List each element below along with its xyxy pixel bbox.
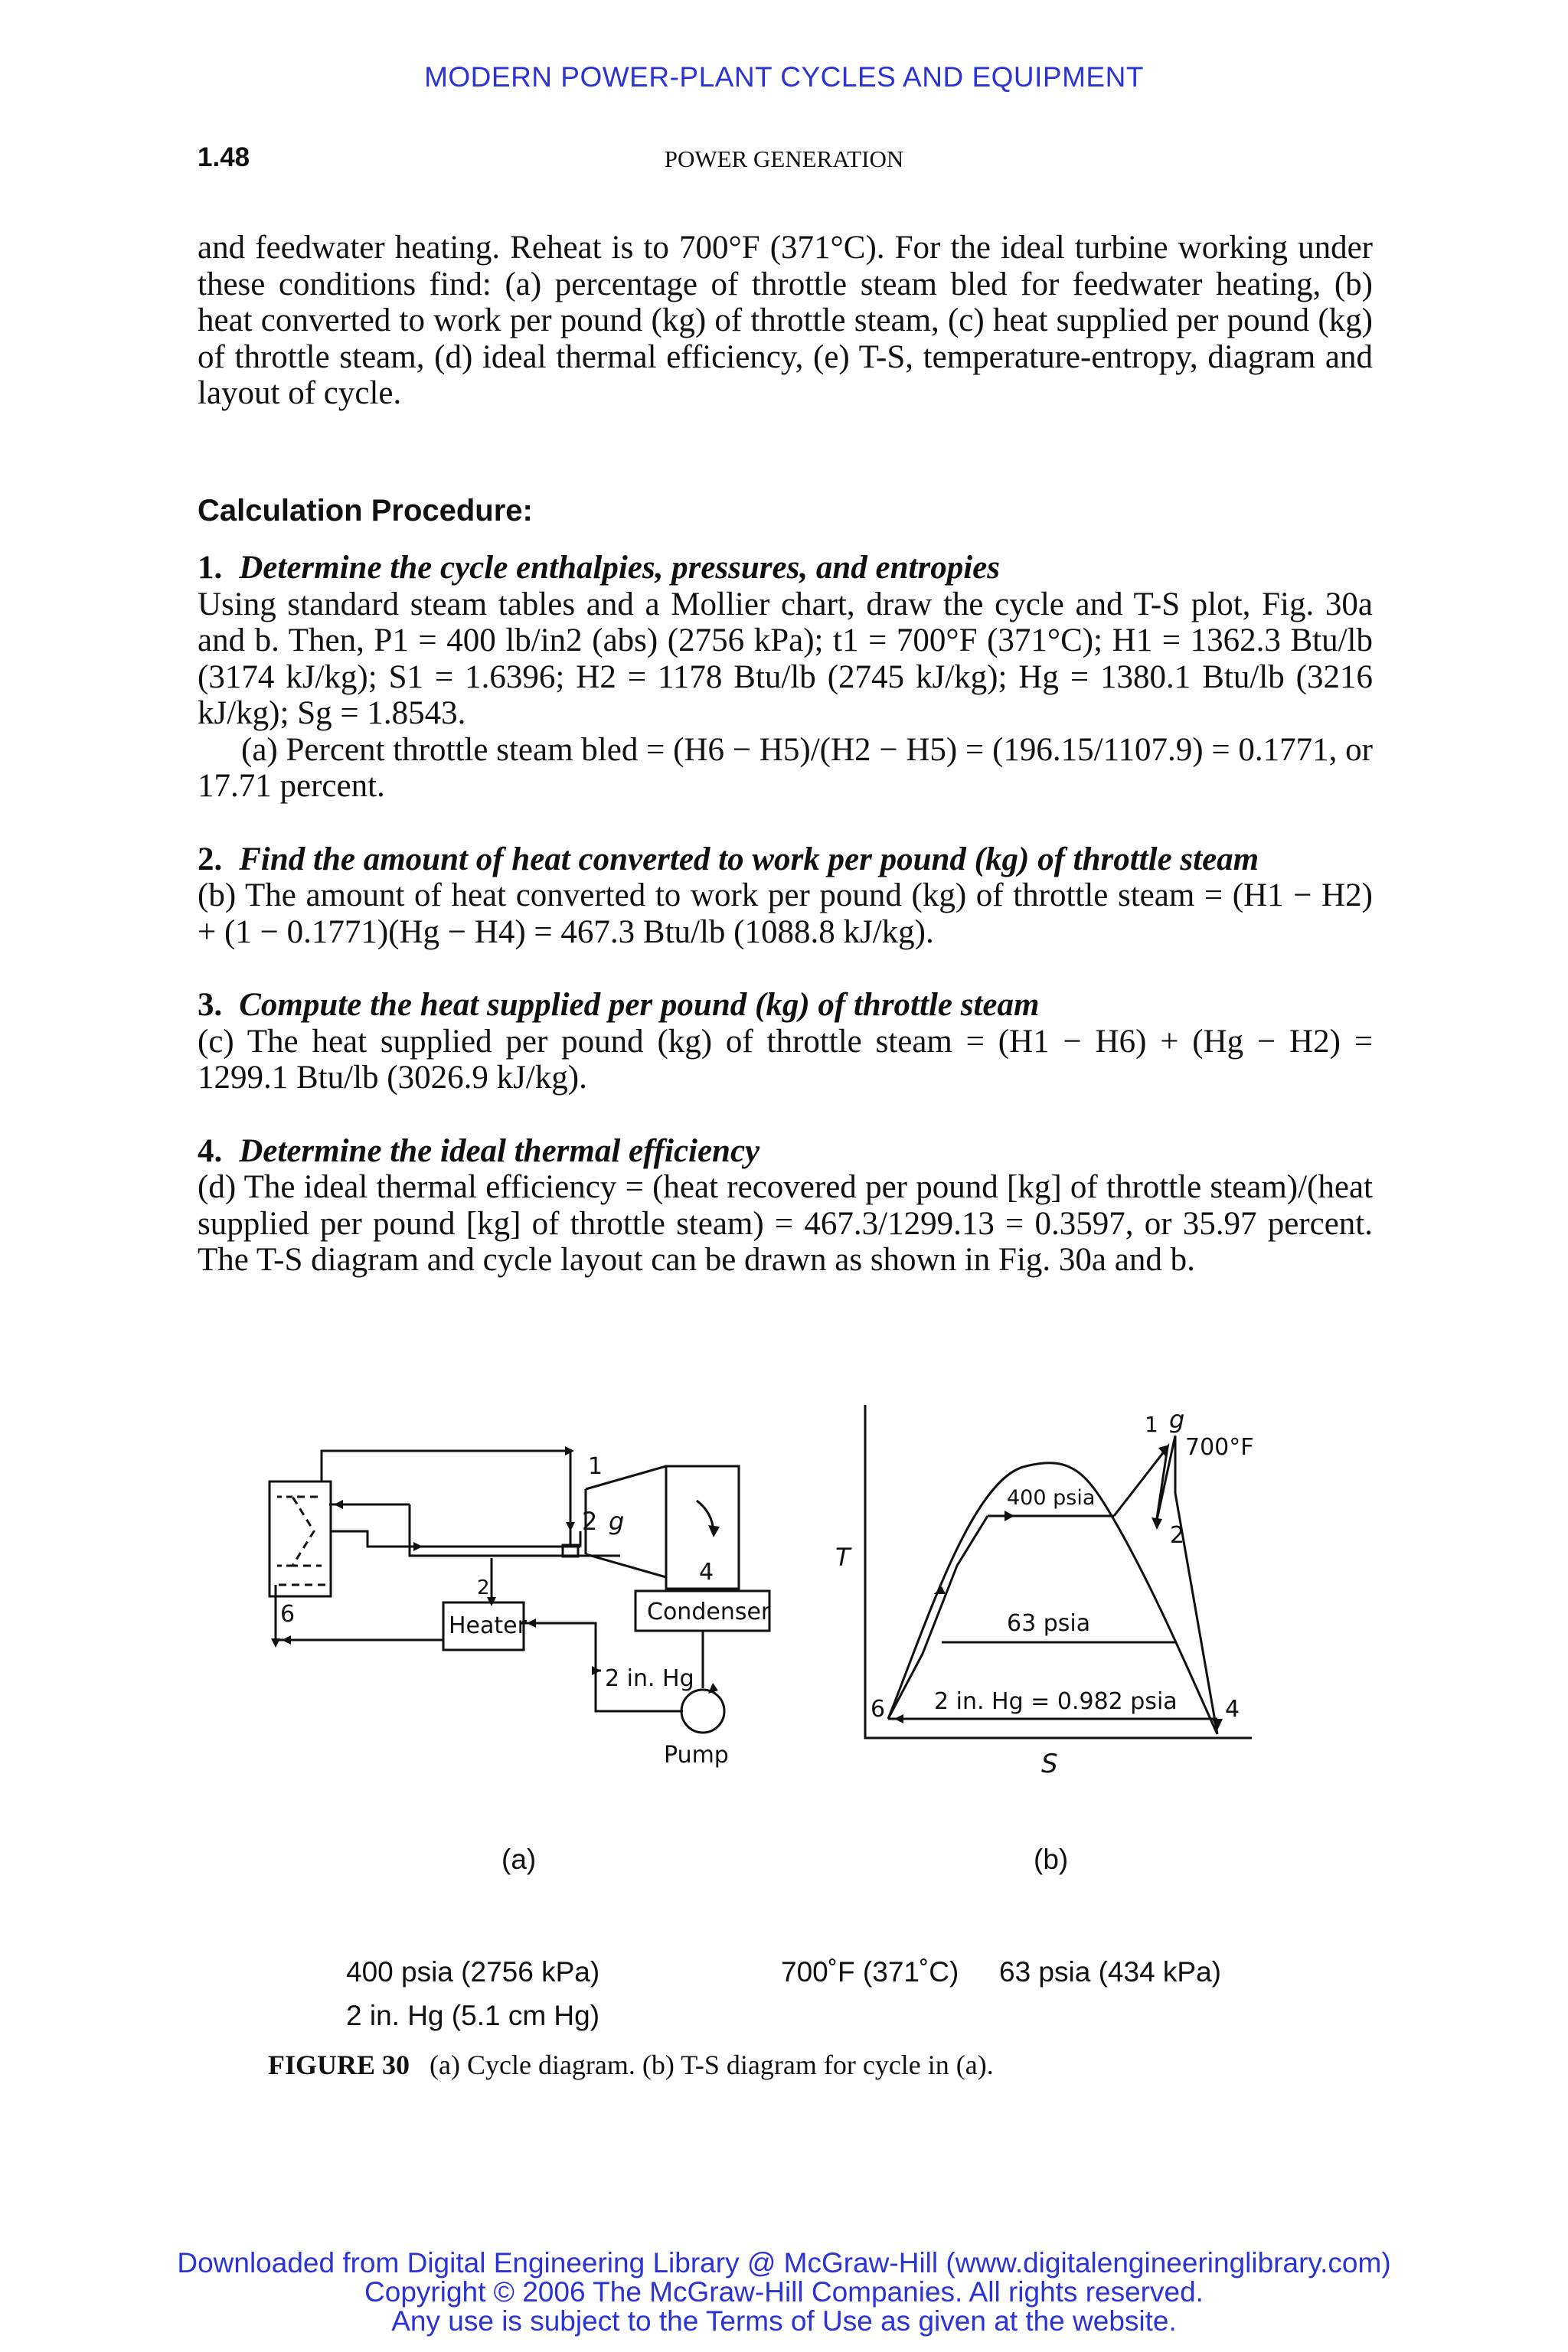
step-3-heading: 3. Compute the heat supplied per pound (kg) of throttle steam	[198, 987, 1040, 1023]
ts-axis-s: S	[1041, 1749, 1058, 1779]
step-2-body: (b) The amount of heat converted to work per pound (kg) of throttle steam = (H1 − H2) + (1 − 0.1771)(Hg − H4) = 467.3 Btu/lb (1088.8 kJ/kg).	[198, 877, 1373, 950]
figure-label-a: (a)	[501, 1844, 537, 1875]
intro-paragraph	[198, 230, 1373, 412]
pump-circle	[681, 1690, 724, 1733]
footer-terms: Any use is subject to the Terms of Use as given at the website.	[391, 2305, 1177, 2337]
ts-point-4: 4	[1225, 1696, 1240, 1723]
step-1-heading: 1. Determine the cycle enthalpies, pressures, and entropies	[198, 550, 1000, 586]
calculation-heading: Calculation Procedure:	[198, 494, 533, 528]
procedure-steps	[198, 550, 1373, 1279]
ts-point-g: g	[1169, 1405, 1185, 1434]
ts-point-1: 1	[1145, 1412, 1158, 1437]
ts-p-low: 2 in. Hg = 0.982 psia	[934, 1688, 1178, 1715]
step-2-heading: 2. Find the amount of heat converted to work per pound (kg) of throttle steam	[198, 841, 1259, 877]
footer-copyright: Copyright © 2006 The McGraw-Hill Companies. All rights reserved.	[364, 2276, 1204, 2308]
ts-p-mid: 63 psia	[1007, 1610, 1091, 1637]
ts-temp-label: 700°F	[1185, 1434, 1254, 1461]
figure-note-2-in-hg: 2 in. Hg (5.1 cm Hg)	[346, 2000, 600, 2031]
figure-note-63-psia: 63 psia (434 kPa)	[999, 1956, 1222, 1988]
caption-label: FIGURE 30	[268, 2050, 410, 2080]
ts-p-high: 400 psia	[1007, 1486, 1096, 1510]
caption-text: (a) Cycle diagram. (b) T-S diagram for cycle in (a).	[430, 2050, 994, 2080]
cycle-diagram	[260, 1424, 796, 1807]
pump-label: Pump	[664, 1742, 729, 1769]
step-4-body: (d) The ideal thermal efficiency = (heat recovered per pound [kg] of throttle steam)/(heat supplied per pound [kg] of throttle steam) = 467.3/1299.13 = 0.3597, or 35.97 percent. The T-S diagram and cycle layout can be drawn as shown in Fig. 30a and b.	[198, 1169, 1373, 1278]
vacuum-label: 2 in. Hg	[605, 1665, 694, 1692]
diagram-a-point-2: 2	[582, 1507, 598, 1536]
page-number: 1.48	[198, 142, 250, 172]
diagram-a-point-2-heater: 2	[477, 1576, 490, 1599]
heater-label: Heater	[449, 1612, 527, 1639]
step-3-body: (c) The heat supplied per pound (kg) of throttle steam = (H1 − H6) + (Hg − H2) = 1299.1 Btu/lb (3026.9 kJ/kg).	[198, 1023, 1373, 1096]
diagram-a-point-1: 1	[588, 1453, 603, 1480]
ts-point-6: 6	[871, 1696, 886, 1723]
intro-text: and feedwater heating. Reheat is to 700°F (371°C). For the ideal turbine working under these conditions find: (a) percentage of throttle steam bled for feedwater heating, (b) heat converted to work per pound (kg) of throttle steam, (c) heat supplied per pound (kg) of throttle steam, (d) ideal thermal efficiency, (e) T-S, temperature-entropy, diagram and layout of cycle.	[198, 230, 1373, 411]
figure-note-400-psia: 400 psia (2756 kPa)	[346, 1956, 600, 1988]
figure-label-b: (b)	[1034, 1844, 1069, 1875]
boiler-box	[270, 1481, 331, 1596]
step-4-heading: 4. Determine the ideal thermal efficiency	[198, 1132, 760, 1169]
diagram-a-point-4: 4	[699, 1559, 714, 1586]
main-steam-line	[322, 1451, 570, 1535]
ts-axis-t: T	[835, 1543, 851, 1572]
step-1-body: Using standard steam tables and a Mollier chart, draw the cycle and T-S plot, Fig. 30a and b. Then, P1 = 400 lb/in2 (abs) (2756 kPa); t1 = 700°F (371°C); H1 = 1362.3 Btu/lb (3174 kJ/kg); S1 = 1.6396; H2 = 1178 Btu/lb (2745 kJ/kg); Hg = 1380.1 Btu/lb (3216 kJ/kg); Sg = 1.8543.	[198, 586, 1373, 731]
condenser-label: Condenser	[647, 1599, 771, 1625]
ts-diagram	[835, 1393, 1309, 1792]
diagram-a-point-g: g	[609, 1507, 625, 1536]
ts-point-2: 2	[1170, 1522, 1185, 1549]
figure-caption	[268, 2049, 994, 2081]
reheat-in	[331, 1531, 580, 1547]
book-title: MODERN POWER-PLANT CYCLES AND EQUIPMENT	[424, 61, 1144, 93]
footer-download-link[interactable]: Downloaded from Digital Engineering Library @ McGraw-Hill (www.digitalengineeringlibrary.com)	[177, 2247, 1391, 2278]
figure-note-700f: 700˚F (371˚C)	[781, 1956, 959, 1988]
diagram-a-point-6: 6	[280, 1601, 296, 1628]
superheater-coil	[292, 1497, 322, 1566]
step-1-part-a: (a) Percent throttle steam bled = (H6 − H5)/(H2 − H5) = (196.15/1107.9) = 0.1771, or 17.71 percent.	[198, 731, 1373, 804]
running-head: POWER GENERATION	[664, 145, 904, 172]
feed-return	[276, 1585, 443, 1640]
